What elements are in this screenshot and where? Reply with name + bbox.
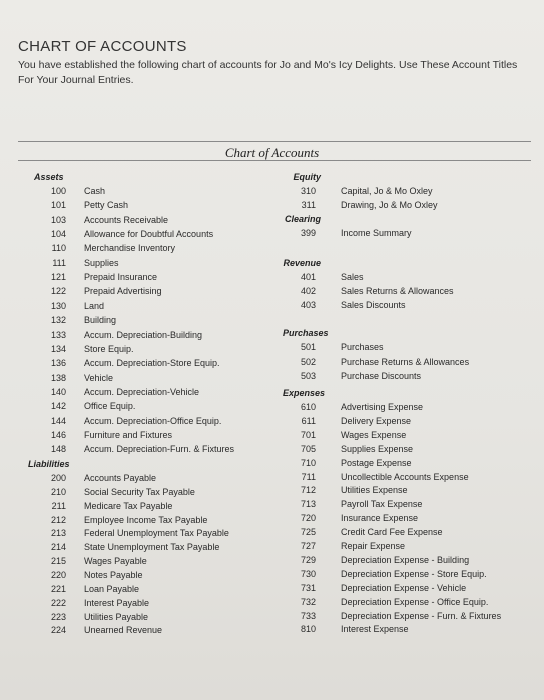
account-number: 720 — [300, 513, 316, 524]
account-number: 220 — [50, 569, 66, 580]
account-number: 224 — [50, 625, 66, 636]
account-number: 140 — [50, 386, 66, 397]
chart-title: Chart of Accounts — [224, 145, 320, 160]
instructions-text: You have established the following chart of accounts for Jo and Mo's Icy Delights. Use These Account Titles For Your Journal Entries. — [18, 59, 518, 86]
account-number: 710 — [300, 457, 316, 468]
account-number: 311 — [301, 200, 316, 210]
account-name: Depreciation Expense - Furn. & Fixtures — [341, 610, 502, 621]
account-number: 611 — [301, 415, 316, 426]
account-name: Cash — [84, 186, 106, 196]
account-number: 122 — [50, 286, 66, 297]
account-number: 210 — [50, 486, 66, 497]
account-name: Prepaid Advertising — [84, 286, 162, 297]
account-name: Uncollectible Accounts Expense — [341, 471, 469, 482]
account-number: 146 — [50, 429, 66, 440]
account-name: Purchase Discounts — [341, 371, 422, 381]
account-number: 730 — [300, 568, 316, 579]
account-number: 810 — [300, 624, 316, 635]
account-number: 399 — [300, 228, 316, 238]
account-name: Prepaid Insurance — [84, 272, 158, 283]
account-name: Supplies Expense — [341, 443, 414, 454]
account-number: 138 — [50, 372, 66, 383]
account-number: 223 — [50, 611, 66, 622]
account-number: 222 — [50, 597, 66, 608]
account-name: Loan Payable — [84, 583, 140, 594]
account-name: Advertising Expense — [341, 402, 424, 412]
account-name: Land — [84, 300, 105, 311]
page-title: CHART OF ACCOUNTS — [18, 38, 187, 55]
account-number: 711 — [301, 471, 316, 482]
account-name: Accounts Payable — [84, 473, 157, 483]
account-number: 727 — [300, 541, 316, 551]
account-name: Accum. Depreciation-Building — [84, 329, 203, 340]
account-name: Accum. Depreciation-Furn. & Fixtures — [84, 444, 235, 455]
account-name: Repair Expense — [341, 541, 406, 551]
account-number: 132 — [50, 315, 66, 326]
account-number: 110 — [51, 243, 66, 254]
account-name: Income Summary — [341, 228, 412, 238]
account-name: Building — [84, 315, 117, 326]
account-number: 100 — [50, 186, 66, 196]
liabilities-heading: Liabilities — [28, 459, 70, 469]
account-number: 503 — [300, 371, 316, 381]
revenue-heading: Revenue — [283, 258, 321, 268]
account-number: 130 — [50, 300, 66, 311]
account-name: Sales Discounts — [341, 300, 406, 310]
account-name: Purchases — [341, 342, 384, 352]
header-rule — [18, 160, 531, 161]
account-number: 214 — [50, 542, 66, 553]
account-number: 213 — [50, 528, 66, 539]
account-name: Utilities Expense — [341, 485, 408, 496]
account-name: Unearned Revenue — [84, 625, 163, 636]
account-number: 705 — [300, 443, 316, 454]
account-name: Furniture and Fixtures — [84, 429, 173, 440]
account-number: 502 — [300, 356, 316, 367]
account-number: 610 — [300, 402, 316, 412]
account-name: Supplies — [84, 257, 119, 268]
account-number: 731 — [300, 582, 316, 593]
account-number: 144 — [50, 415, 66, 426]
account-number: 221 — [50, 583, 66, 594]
account-number: 104 — [50, 229, 66, 240]
account-name: Vehicle — [84, 372, 114, 383]
account-number: 729 — [300, 554, 316, 565]
account-number: 148 — [50, 444, 66, 455]
account-name: State Unemployment Tax Payable — [84, 542, 220, 553]
clearing-heading: Clearing — [284, 214, 321, 224]
expenses-heading: Expenses — [283, 388, 326, 398]
assets-heading: Assets — [34, 172, 64, 182]
account-name: Sales Returns & Allowances — [341, 286, 454, 296]
account-name: Depreciation Expense - Store Equip. — [341, 568, 487, 579]
account-number: 111 — [52, 257, 66, 268]
account-number: 133 — [50, 329, 66, 340]
account-number: 725 — [300, 527, 316, 538]
account-number: 200 — [50, 473, 66, 483]
account-name: Medicare Tax Payable — [84, 500, 173, 511]
account-name: Drawing, Jo & Mo Oxley — [341, 200, 438, 210]
account-number: 401 — [300, 272, 316, 282]
account-number: 121 — [50, 272, 66, 283]
account-name: Office Equip. — [84, 401, 136, 412]
account-name: Sales — [341, 272, 364, 282]
account-number: 732 — [300, 596, 316, 607]
account-name: Delivery Expense — [341, 415, 412, 426]
account-name: Federal Unemployment Tax Payable — [84, 528, 229, 539]
account-name: Interest Expense — [341, 624, 409, 635]
account-name: Interest Payable — [84, 597, 150, 608]
account-number: 103 — [50, 214, 66, 225]
account-name: Depreciation Expense - Building — [341, 554, 470, 565]
account-name: Depreciation Expense - Office Equip. — [341, 596, 489, 607]
account-name: Employee Income Tax Payable — [84, 514, 208, 525]
account-number: 211 — [51, 500, 66, 511]
account-number: 142 — [50, 401, 66, 412]
account-number: 501 — [300, 342, 316, 352]
account-number: 713 — [300, 499, 316, 510]
account-name: Postage Expense — [341, 457, 412, 468]
account-name: Store Equip. — [84, 343, 134, 354]
account-number: 701 — [300, 429, 316, 440]
account-number: 101 — [50, 200, 66, 211]
account-name: Capital, Jo & Mo Oxley — [341, 186, 433, 196]
account-number: 134 — [50, 343, 66, 354]
account-name: Wages Expense — [341, 429, 407, 440]
account-name: Petty Cash — [84, 200, 129, 211]
account-name: Notes Payable — [84, 569, 143, 580]
account-name: Accum. Depreciation-Office Equip. — [84, 415, 222, 426]
account-name: Social Security Tax Payable — [84, 486, 195, 497]
account-number: 712 — [300, 485, 316, 496]
account-number: 402 — [300, 286, 316, 296]
account-name: Payroll Tax Expense — [341, 499, 423, 510]
account-name: Insurance Expense — [341, 513, 419, 524]
account-number: 136 — [50, 358, 66, 369]
account-number: 403 — [300, 300, 316, 310]
account-name: Wages Payable — [84, 556, 147, 567]
account-number: 215 — [50, 556, 66, 567]
account-name: Utilities Payable — [84, 611, 149, 622]
account-name: Allowance for Doubtful Accounts — [84, 229, 214, 240]
top-rule — [18, 141, 531, 142]
account-number: 212 — [50, 514, 66, 525]
account-name: Depreciation Expense - Vehicle — [341, 582, 467, 593]
account-name: Merchandise Inventory — [84, 243, 176, 254]
account-name: Credit Card Fee Expense — [341, 527, 443, 538]
account-name: Purchase Returns & Allowances — [341, 356, 470, 367]
account-number: 310 — [300, 186, 316, 196]
account-name: Accounts Receivable — [84, 214, 169, 225]
account-number: 733 — [300, 610, 316, 621]
account-name: Accum. Depreciation-Vehicle — [84, 386, 200, 397]
purchases-heading: Purchases — [283, 328, 329, 338]
equity-heading: Equity — [293, 172, 321, 182]
account-name: Accum. Depreciation-Store Equip. — [84, 358, 220, 369]
